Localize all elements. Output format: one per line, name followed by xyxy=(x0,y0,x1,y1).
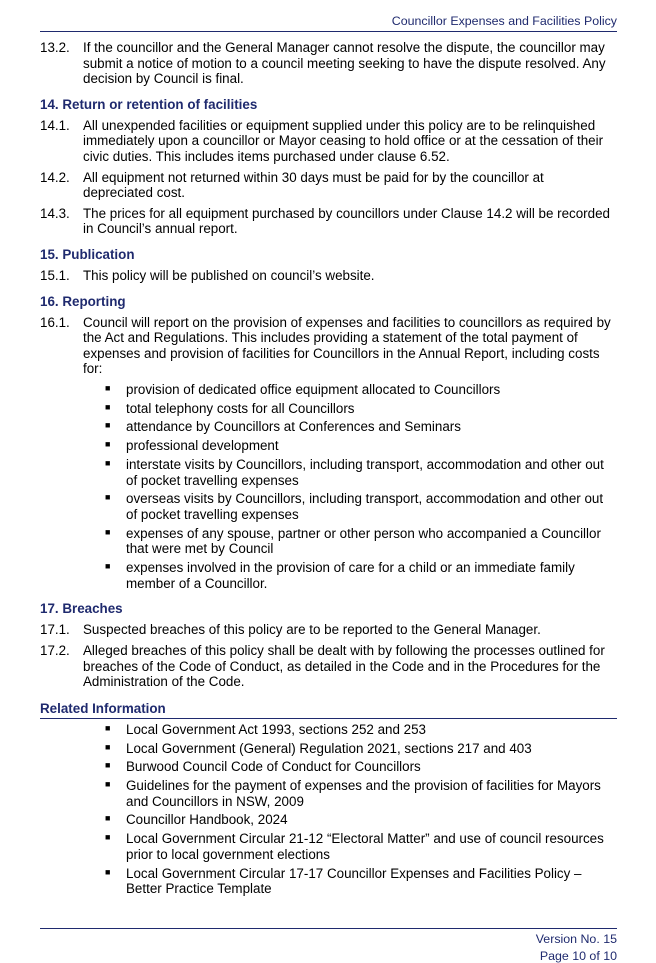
list-item-text: expenses of any spouse, partner or other person who accompanied a Councillor that were met by Council xyxy=(126,525,601,557)
paragraph-17-2 xyxy=(40,643,617,690)
list-item xyxy=(105,721,617,738)
list-item xyxy=(105,812,617,828)
list-item xyxy=(105,560,617,591)
bullet-icon: ■ xyxy=(105,813,111,824)
bullet-icon: ■ xyxy=(105,526,111,537)
list-item-text: Local Government (General) Regulation 2021, sections 217 and 403 xyxy=(126,740,532,756)
paragraph-number: 15.1. xyxy=(40,267,70,283)
list-item-text: Local Government Circular 21-12 “Electoral Matter” and use of council resources prior to local government elections xyxy=(126,831,604,862)
list-item xyxy=(105,419,617,435)
section-heading-16: 16. Reporting xyxy=(40,293,126,309)
bullet-icon: ■ xyxy=(105,760,111,771)
section-heading-14: 14. Return or retention of facilities xyxy=(40,96,258,112)
list-item xyxy=(105,381,617,398)
list-item xyxy=(105,438,617,454)
list-item-text: Local Government Circular 17-17 Councillor Expenses and Facilities Policy – Better Practice Template xyxy=(126,865,582,897)
list-item-text: Councillor Handbook, 2024 xyxy=(126,812,288,828)
paragraph-number: 14.2. xyxy=(40,169,70,185)
bullet-icon: ■ xyxy=(105,439,111,450)
paragraph-text: This policy will be published on council’s website. xyxy=(83,267,375,283)
paragraph-text: All unexpended facilities or equipment supplied under this policy are to be relinquished immediately upon a councillor or Mayor ceasing to hold office or at the cessation of their civic duties. This includes items purchased under clause 6.52. xyxy=(83,117,604,164)
document-body xyxy=(40,40,617,900)
list-item-text: overseas visits by Councillors, including transport, accommodation and other out of pocket travelling expenses xyxy=(126,491,604,522)
paragraph-number: 13.2. xyxy=(40,40,70,55)
paragraph-14-3 xyxy=(40,206,617,237)
paragraph-15-1 xyxy=(40,268,617,284)
section-heading-15: 15. Publication xyxy=(40,246,135,262)
list-item-text: interstate visits by Councillors, including transport, accommodation and other out of pocket travelling expenses xyxy=(126,457,604,488)
paragraph-number: 14.3. xyxy=(40,205,70,221)
paragraph-17-1 xyxy=(40,622,617,638)
list-item-text: Burwood Council Code of Conduct for Councillors xyxy=(126,759,421,775)
paragraph-number: 17.2. xyxy=(40,642,70,658)
list-item xyxy=(105,778,617,809)
related-information-heading: Related Information xyxy=(40,701,617,719)
bullet-icon: ■ xyxy=(105,382,111,393)
bullet-icon: ■ xyxy=(105,866,111,877)
list-item xyxy=(105,457,617,488)
list-item xyxy=(105,491,617,522)
paragraph-text: The prices for all equipment purchased by councillors under Clause 14.2 will be recorded in Council’s annual report. xyxy=(83,205,610,237)
page-number: Page 10 of 10 xyxy=(539,949,617,963)
list-item-text: provision of dedicated office equipment allocated to Councillors xyxy=(126,381,501,397)
bullet-icon: ■ xyxy=(105,722,111,733)
version-number: Version No. 15 xyxy=(535,932,617,946)
list-item xyxy=(105,759,617,775)
paragraph-text: If the councillor and the General Manager cannot resolve the dispute, the councillor may submit a notice of motion to a council meeting seeking to have the dispute resolved. Any decision by Council is final. xyxy=(83,40,606,87)
bullet-icon: ■ xyxy=(105,741,111,752)
paragraph-16-1 xyxy=(40,315,617,377)
section-heading-17: 17. Breaches xyxy=(40,601,123,617)
paragraph-text: Alleged breaches of this policy shall be dealt with by following the processes outlined for breaches of the Code of Conduct, as detailed in the Code and in the Procedures for the Administration of the Code. xyxy=(83,642,605,690)
list-item-text: Guidelines for the payment of expenses and the provision of facilities for Mayors and Councillors in NSW, 2009 xyxy=(126,778,601,809)
bullet-icon: ■ xyxy=(105,458,111,469)
paragraph-text: All equipment not returned within 30 days must be paid for by the councillor at depreciated cost. xyxy=(83,169,544,201)
list-item-text: Local Government Act 1993, sections 252 and 253 xyxy=(126,721,427,737)
bullet-icon: ■ xyxy=(105,420,111,431)
list-item-text: attendance by Councillors at Conferences and Seminars xyxy=(126,419,461,435)
page-footer xyxy=(40,928,617,963)
list-item-text: total telephony costs for all Councillors xyxy=(126,400,355,416)
reporting-bullet-list xyxy=(40,382,617,591)
list-item xyxy=(105,865,617,897)
paragraph-14-1 xyxy=(40,118,617,165)
paragraph-text: Suspected breaches of this policy are to be reported to the General Manager. xyxy=(83,622,541,638)
list-item xyxy=(105,740,617,757)
related-information-list xyxy=(40,722,617,897)
paragraph-number: 14.1. xyxy=(40,117,70,133)
paragraph-number: 17.1. xyxy=(40,622,70,638)
page-header xyxy=(40,14,617,32)
list-item-text: expenses involved in the provision of care for a child or an immediate family member of a Councillor. xyxy=(126,560,575,591)
paragraph-14-2 xyxy=(40,170,617,201)
bullet-icon: ■ xyxy=(105,561,111,572)
paragraph-number: 16.1. xyxy=(40,314,70,330)
bullet-icon: ■ xyxy=(105,832,111,843)
list-item xyxy=(105,831,617,862)
paragraph-text: Council will report on the provision of expenses and facilities to councillors as required by the Act and Regulations. This includes providing a statement of the total payment of expenses and provision of facilities for Councillors in the Annual Report, including costs for: xyxy=(83,314,611,377)
bullet-icon: ■ xyxy=(105,779,111,790)
list-item xyxy=(105,400,617,417)
list-item xyxy=(105,525,617,557)
bullet-icon: ■ xyxy=(105,492,111,503)
bullet-icon: ■ xyxy=(105,401,111,412)
header-title: Councillor Expenses and Facilities Policy xyxy=(391,14,617,28)
paragraph-13-2 xyxy=(40,40,617,87)
list-item-text: professional development xyxy=(126,438,279,454)
